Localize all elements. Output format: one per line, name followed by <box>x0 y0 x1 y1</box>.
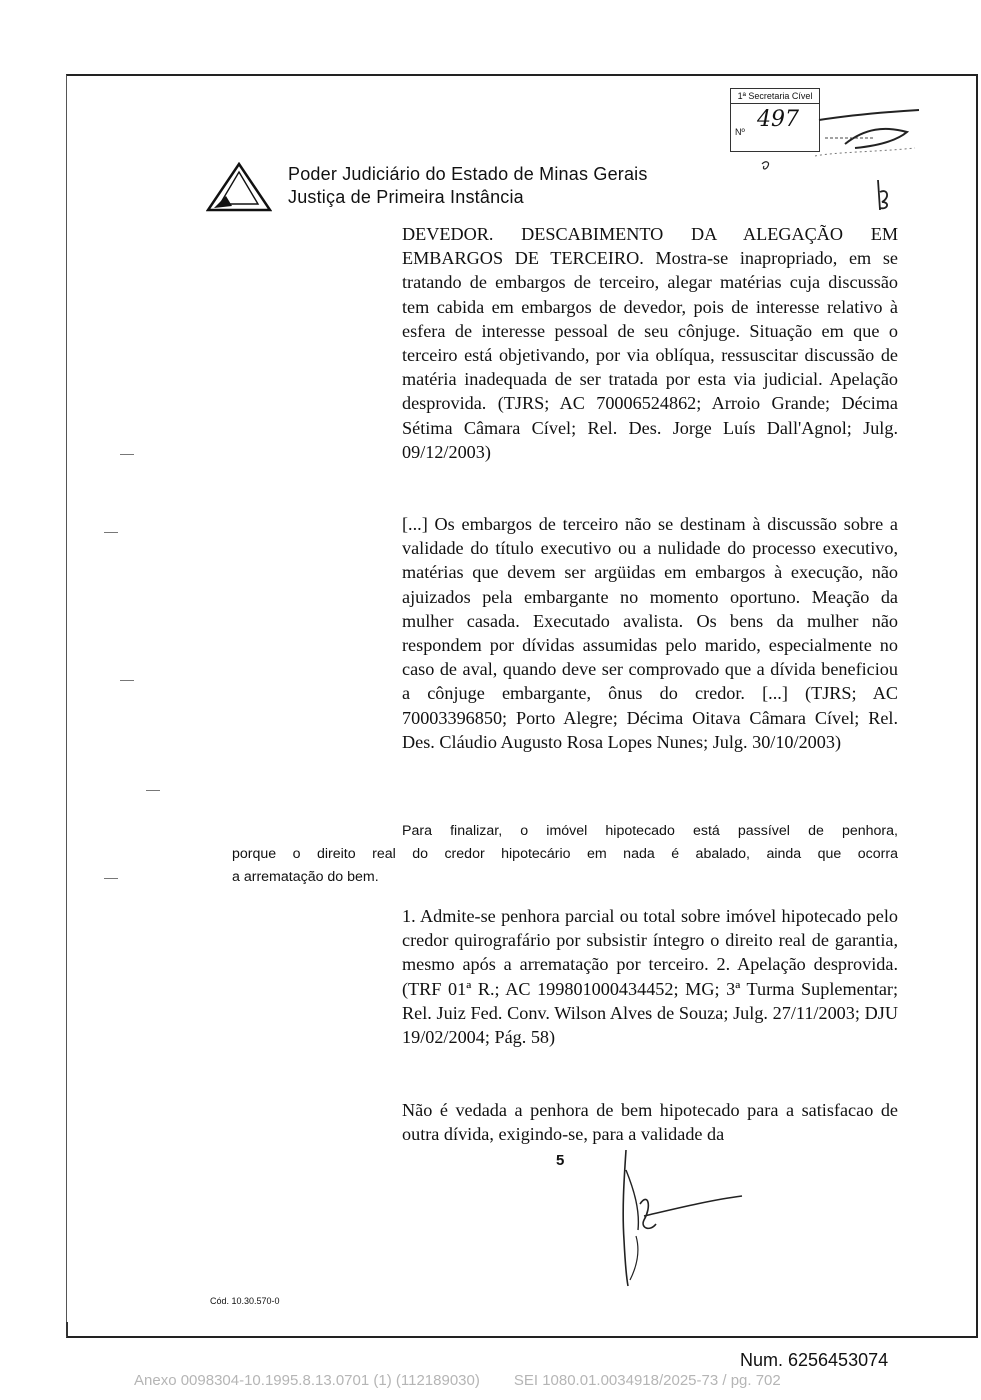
paragraph-line: porque o direito real do credor hipotecário em nada é abalado, ainda que ocorra <box>232 846 898 862</box>
footer-sei: SEI 1080.01.0034918/2025-73 / pg. 702 <box>513 1372 781 1389</box>
stamp-scribble <box>815 98 925 160</box>
footer-reference <box>134 1372 781 1389</box>
margin-mark <box>120 454 134 455</box>
margin-mark <box>146 790 160 791</box>
stamp-office: 1ª Secretaria Cível <box>731 89 819 104</box>
court-triangle-logo-icon <box>206 162 272 212</box>
document-number: Num. 6256453074 <box>740 1350 889 1370</box>
body-paragraph <box>232 820 898 889</box>
header-instance: Justiça de Primeira Instância <box>288 187 524 207</box>
margin-mark <box>104 878 118 879</box>
paragraph-line: a arrematação do bem. <box>232 869 379 885</box>
quote-block: Não é vedada a penhora de bem hipotecado para a satisfacao de outra dívida, exigindo-se, para a validade da <box>402 1100 898 1145</box>
margin-mark <box>104 532 118 533</box>
rubric-mark-icon <box>870 178 894 214</box>
margin-mark <box>120 680 134 681</box>
corner-mark <box>66 1322 68 1336</box>
page-number: 5 <box>556 1152 565 1169</box>
header-court-name: Poder Judiciário do Estado de Minas Gerais <box>288 164 648 184</box>
quote-block: DEVEDOR. DESCABIMENTO DA ALEGAÇÃO EM EMBARGOS DE TERCEIRO. Mostra-se inapropriado, em se tratando de embargos de terceiro, alegar matérias cuja discussão tem cabida em embargos de devedor, pois de interesse relativo à esfera de interesse pessoal de seu cônjuge. Situação em que o terceiro está objetivando, por via oblíqua, ressuscitar discussão de matéria inadequada de ser tratada por esta via judicial. Apelação desprovida. (TJRS; AC 70006524862; Arroio Grande; Décima Sétima Câmara Cível; Rel. Des. Jorge Luís Dall'Agnol; Julg. 09/12/2003) <box>402 224 898 462</box>
small-mark-icon <box>760 160 774 172</box>
stamp-number-prefix: Nº <box>735 127 745 137</box>
handwritten-signature <box>600 1140 750 1290</box>
quote-block: [...] Os embargos de terceiro não se destinam à discussão sobre a validade do título executivo ou a nulidade do processo executivo, matérias que devem ser argüidas em embargos à execução, não ajuizados pela embargante no momento oportuno. Meação da mulher casada. Executado avalista. Os bens da mulher não respondem por dívidas assumidas pelo marido, especialmente no caso de aval, quando deve ser comprovado que a dívida beneficiou a cônjuge embargante, ônus do credor. [...] (TJRS; AC 70003396850; Porto Alegre; Décima Oitava Câmara Cível; Rel. Des. Cláudio Augusto Rosa Lopes Nunes; Julg. 30/10/2003) <box>402 514 898 752</box>
protocol-stamp <box>730 88 820 152</box>
stamp-number: 497 <box>757 107 799 132</box>
quote-block: 1. Admite-se penhora parcial ou total sobre imóvel hipotecado pelo credor quirografário por subsistir íntegro o direito real de garantia, mesmo após a arrematação por terceiro. 2. Apelação desprovida. (TRF 01ª R.; AC 199801000434452; MG; 3ª Turma Suplementar; Rel. Juiz Fed. Conv. Wilson Alves de Souza; Julg. 27/11/2003; DJU 19/02/2004; Pág. 58) <box>402 906 898 1048</box>
footer-anexo: Anexo 0098304-10.1995.8.13.0701 (1) (112189030) <box>134 1372 480 1389</box>
paragraph-line: Para finalizar, o imóvel hipotecado está passível de penhora, <box>402 823 898 839</box>
form-code: Cód. 10.30.570-0 <box>210 1296 280 1306</box>
